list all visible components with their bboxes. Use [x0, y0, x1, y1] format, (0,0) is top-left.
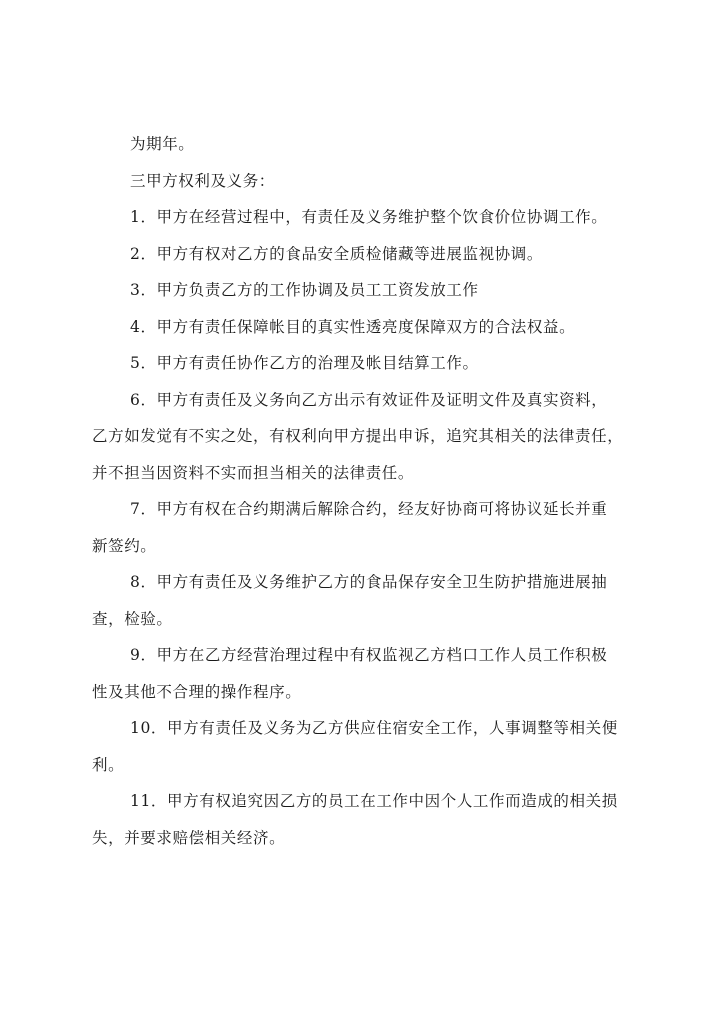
section-heading [92, 163, 640, 200]
paragraph-line: 4．甲方有责任保障帐目的真实性透亮度保障双方的合法权益。 [130, 317, 576, 336]
paragraph-line: 失，并要求赔偿相关经济。 [92, 828, 286, 847]
paragraph-line: 9．甲方在乙方经营治理过程中有权监视乙方档口工作人员工作积极 [130, 646, 608, 664]
paragraph-line: 新签约。 [92, 536, 157, 555]
clause-2 [92, 236, 640, 273]
clause-1 [92, 199, 640, 236]
clause-4 [92, 309, 640, 346]
clause-8 [92, 564, 640, 637]
paragraph-line: 7．甲方有权在合约期满后解除合约，经友好协商可将协议延长并重 [130, 500, 608, 518]
paragraph-line: 5．甲方有责任协作乙方的治理及帐目结算工作。 [130, 354, 479, 372]
clause-7 [92, 491, 640, 564]
paragraph-line: 3．甲方负责乙方的工作协调及员工工资发放工作 [130, 281, 479, 299]
paragraph-line: 三甲方权利及义务： [130, 171, 275, 190]
paragraph-line: 2．甲方有权对乙方的食品安全质检储藏等进展监视协调。 [130, 244, 543, 263]
clause-10 [92, 710, 640, 783]
paragraph-line: 性及其他不合理的操作程序。 [92, 682, 302, 701]
document-body [92, 126, 640, 856]
paragraph-line: 6．甲方有责任及义务向乙方出示有效证件及证明文件及真实资料， [130, 390, 608, 409]
paragraph-line: 10．甲方有责任及义务为乙方供应住宿安全工作，人事调整等相关便 [130, 719, 618, 737]
clause-9 [92, 637, 640, 710]
clause-5 [92, 345, 640, 382]
paragraph-line: 并不担当因资料不实而担当相关的法律责任。 [92, 463, 415, 482]
paragraph-term-end [92, 126, 640, 163]
paragraph-line: 1．甲方在经营过程中，有责任及义务维护整个饮食价位协调工作。 [130, 208, 608, 226]
paragraph-line: 8．甲方有责任及义务维护乙方的食品保存安全卫生防护措施进展抽 [130, 573, 608, 591]
paragraph-line: 利。 [92, 755, 125, 774]
paragraph-line: 11．甲方有权追究因乙方的员工在工作中因个人工作而造成的相关损 [130, 792, 618, 810]
clause-3 [92, 272, 640, 309]
paragraph-line: 查，检验。 [92, 609, 173, 628]
clause-11 [92, 783, 640, 856]
clause-6 [92, 382, 640, 492]
paragraph-line: 为期年。 [130, 135, 195, 153]
paragraph-line: 乙方如发觉有不实之处，有权利向甲方提出申诉，追究其相关的法律责任， [92, 427, 624, 445]
